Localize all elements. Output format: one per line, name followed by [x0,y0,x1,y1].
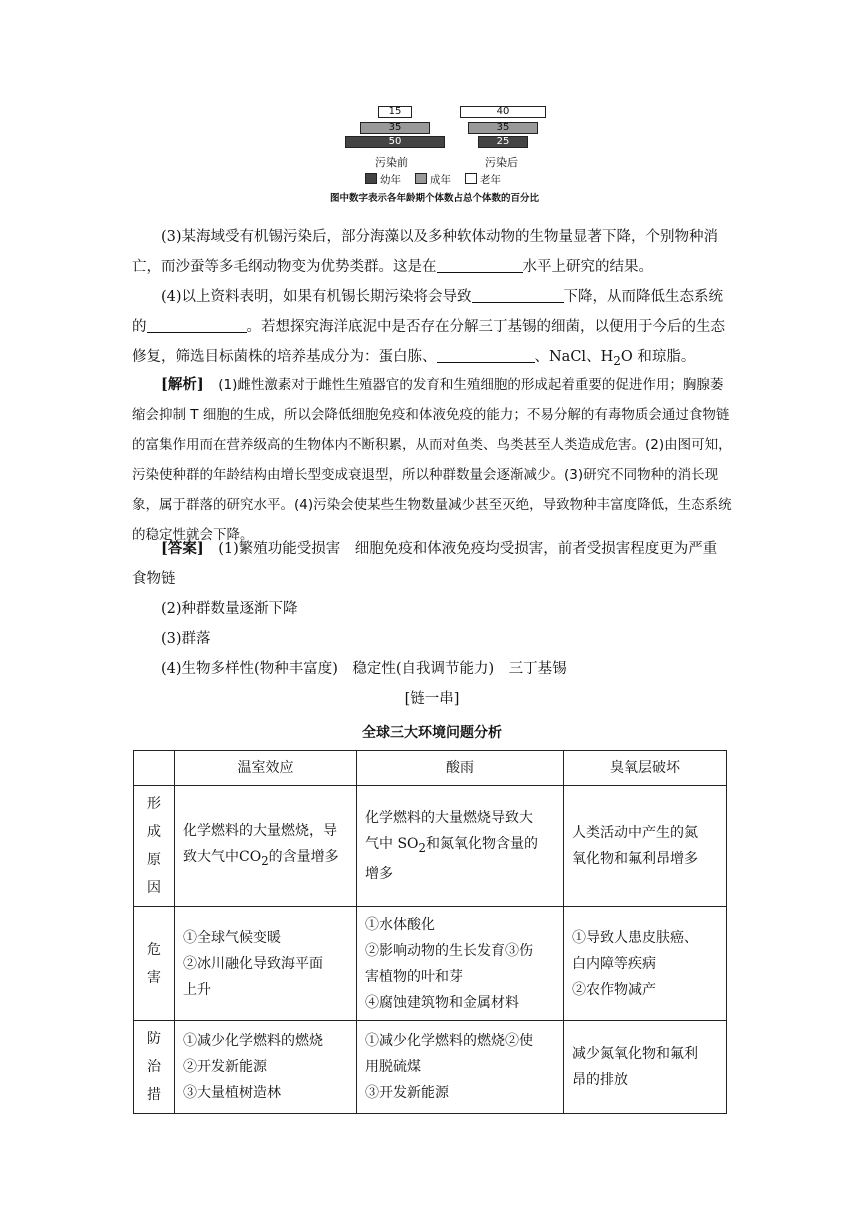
bar-before-young: 50 [345,136,445,148]
cell-prevention-ozone: 减少氮氧化物和氟利 昂的排放 [564,1021,727,1114]
q4-blank-1 [472,286,564,303]
legend-adult: 成年 [415,172,451,187]
cell-cause-ozone: 人类活动中产生的氮 氧化物和氟利昂增多 [564,786,727,907]
analysis-label: [解析] [161,376,204,393]
cell-harm-acid-rain: ①水体酸化 ②影响动物的生长发育③伤 害植物的叶和芽 ④腐蚀建筑物和金属材料 [357,907,564,1021]
analysis-text: (1)雌性激素对于雌性生殖器官的发育和生殖细胞的形成起着重要的促进作用；胸腺萎缩会抑制 T 细胞的生成，所以会降低细胞免疫和体液免疫的能力；不易分解的有毒物质会通过食物链的富集作用而在营养级高的生物体内不断积累，从而对鱼类、鸟类甚至人类造成危害。(2)由图可知，污染使种群的年龄结构由增长型变成衰退型，所以种群数量会逐渐减少。(3)研究不同物种的消长现象，属于群落的研究水平。(4)污染会使某些生物数量减少甚至灭绝，导致物种丰富度降低，生态系统的稳定性就会下降。 [132,377,732,543]
answer-line-1: (1)繁殖功能受损害 细胞免疫和体液免疫均受损害，前者受损害程度更为严重 食物链 [132,541,732,587]
question-3 [132,222,732,282]
table-header-ozone: 臭氧层破坏 [564,751,727,786]
figure-caption: 图中数字表示各年龄期个体数占总个体数的百分比 [330,193,540,204]
table-row [134,1021,727,1114]
label-before: 污染前 [375,156,408,169]
table-row [134,907,727,1021]
answer-line-4: (4)生物多样性(物种丰富度) 稳定性(自我调节能力) 三丁基锡 [161,661,567,677]
q3-text-a: (3)某海域受有机锡污染后，部分海藻以及多种软体动物的生物量显著下降，个别物种消亡，而沙蚕等多毛纲动物变为优势类群。这是在 [132,229,719,275]
cell-harm-ozone: ①导致人患皮肤癌、 白内障等疾病 ②农作物减产 [564,907,727,1021]
bar-after-adult: 35 [468,122,538,134]
section-tag: [链一串] [404,691,460,707]
table-header-acid-rain: 酸雨 [357,751,564,786]
legend-young: 幼年 [365,172,401,187]
bar-after-young: 25 [478,136,528,148]
environment-table [133,750,727,1114]
row-head-cause: 形 成 原 因 [134,786,175,907]
answer-line-3: (3)群落 [161,631,211,647]
row-head-harm: 危 害 [134,907,175,1021]
legend-old: 老年 [465,172,501,187]
q4-text-d: 、NaCl、H [534,349,614,365]
cell-harm-greenhouse: ①全球气候变暖 ②冰川融化导致海平面 上升 [175,907,357,1021]
table-header-corner [134,751,175,786]
section-title: 全球三大环境问题分析 [362,725,502,741]
q3-text-b: 水平上研究的结果。 [522,259,653,275]
table-header-greenhouse: 温室效应 [175,751,357,786]
q4-text-a: (4)以上资料表明，如果有机锡长期污染将会导致 [161,289,472,305]
q4-text-b: 下降，从而降低生态系统的 [132,289,724,335]
analysis-block [132,370,732,550]
cell-prevention-acid-rain: ①减少化学燃料的燃烧②使 用脱硫煤 ③开发新能源 [357,1021,564,1114]
question-4 [132,282,732,376]
q4-blank-2 [147,316,247,333]
q4-text-e: O 和琼脂。 [620,349,696,365]
cell-prevention-greenhouse: ①减少化学燃料的燃烧 ②开发新能源 ③大量植树造林 [175,1021,357,1114]
bar-before-old: 15 [378,106,412,118]
bar-before-adult: 35 [360,122,430,134]
table-header-row [134,751,727,786]
bar-after-old: 40 [460,106,546,118]
q4-text-c: 。若想探究海洋底泥中是否存在分解三丁基锡的细菌，以便用于今后的生态修复，筛选目标菌株的培养基成分为：蛋白胨、 [132,319,725,365]
cell-cause-greenhouse: 化学燃料的大量燃烧，导 致大气中$CO_2$的含量增多 [175,786,357,907]
cell-cause-acid-rain: 化学燃料的大量燃烧导致大 气中 $SO_2$和氮氧化物含量的 增多 [357,786,564,907]
q4-blank-3 [437,346,535,363]
q4-sub: 2 [613,353,621,368]
answer-label: [答案] [161,540,204,557]
pyramid-legend [365,172,501,187]
row-head-prevention: 防 治 措 [134,1021,175,1114]
answer-line-2: (2)种群数量逐渐下降 [161,601,298,617]
table-row [134,786,727,907]
label-after: 污染后 [485,156,518,169]
answer-block [132,534,732,684]
age-pyramid-figure [330,104,560,204]
q3-blank [437,256,523,273]
